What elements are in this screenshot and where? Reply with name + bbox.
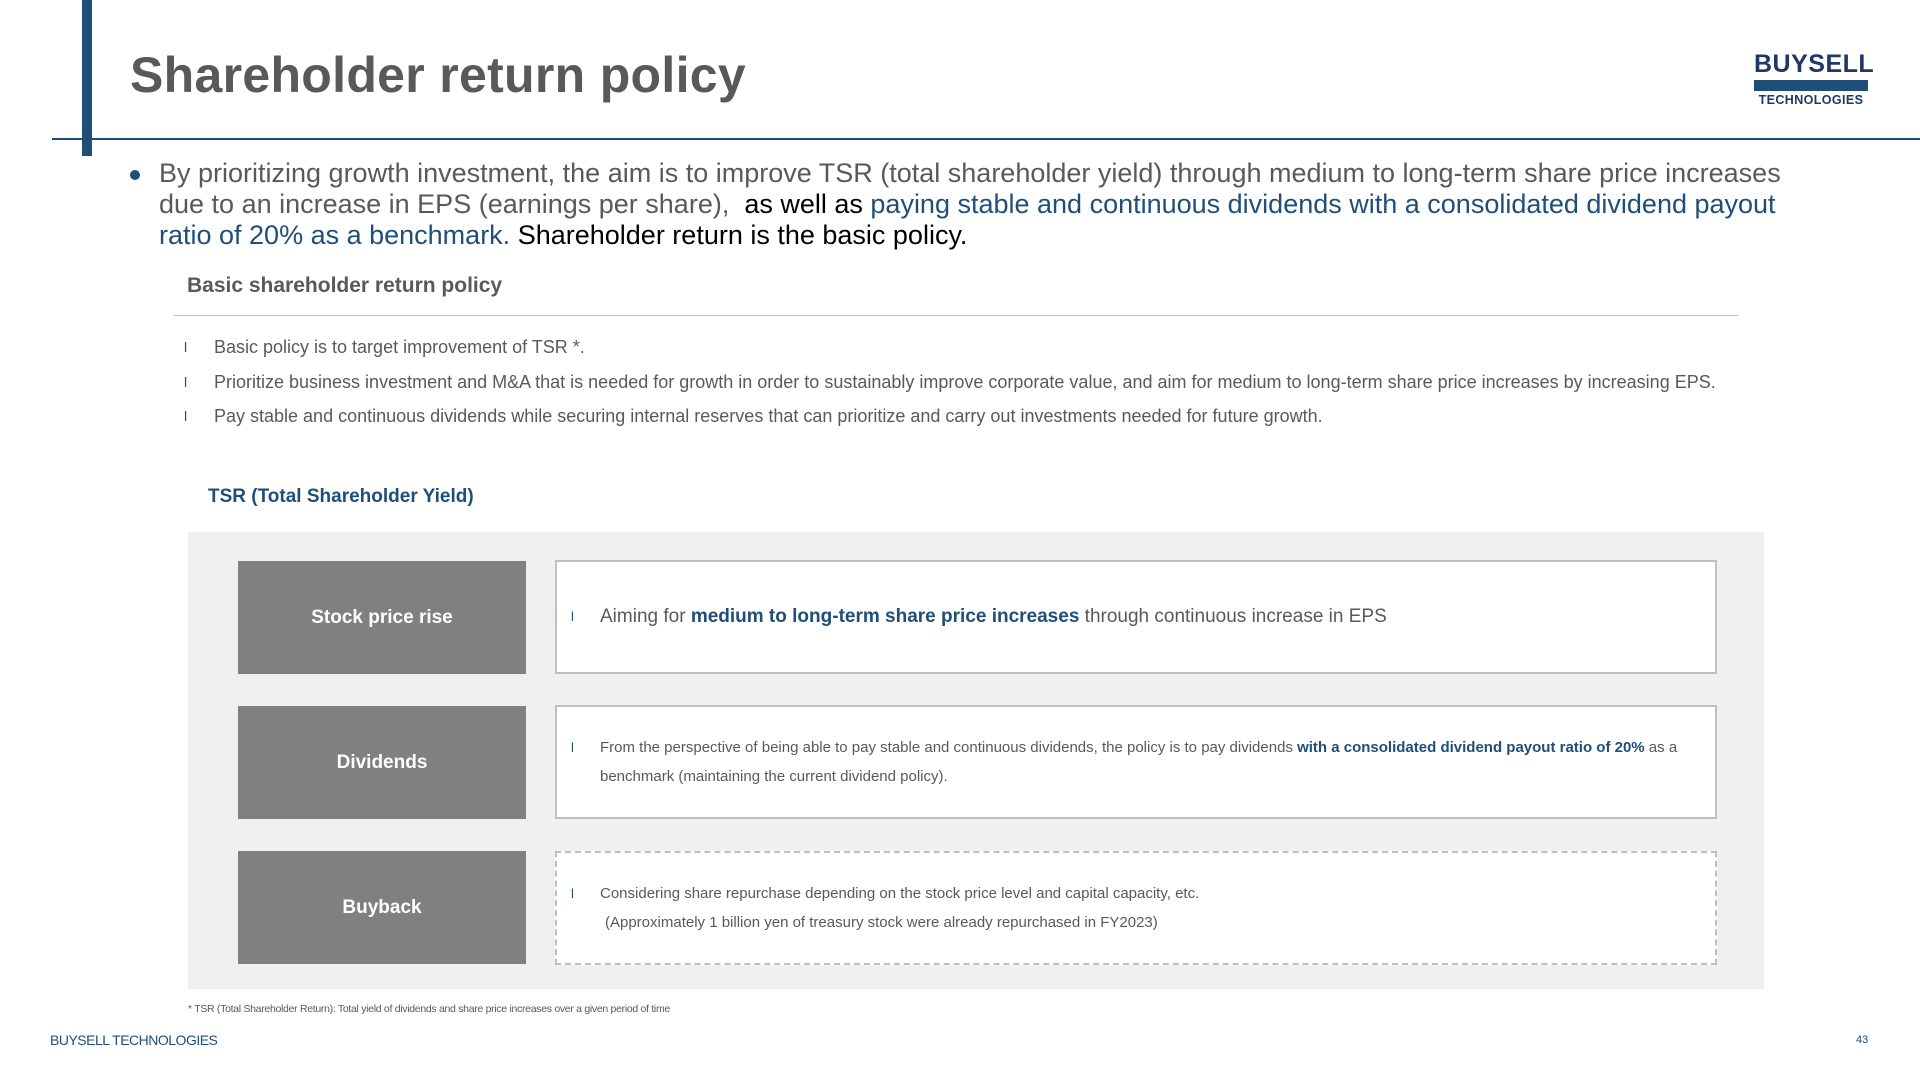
text-segment: as a benchmark (maintaining the current dividend policy).: [600, 739, 1678, 785]
buyback-box: [555, 851, 1717, 965]
list-marker: l: [184, 373, 188, 390]
company-logo: [1754, 50, 1875, 109]
bullet-icon: [130, 170, 140, 180]
lead-part-4: Shareholder return is the basic policy.: [517, 220, 968, 250]
list-marker: l: [571, 609, 574, 624]
dividends-label: Dividends: [238, 706, 526, 819]
stock-price-rise-box: [555, 560, 1717, 674]
dividends-box: [555, 705, 1717, 819]
lead-highlight: paying stable and continuous dividends with a consolidated dividend payout ratio of 20% as a benchmark.: [159, 189, 1776, 250]
buyback-line-2: (Approximately 1 billion yen of treasury stock were already repurchased in FY2023): [605, 914, 1158, 931]
text-segment: Aiming for: [600, 606, 691, 627]
list-marker: l: [571, 886, 574, 901]
dividends-text: [571, 733, 1691, 791]
title-accent-bar: [82, 0, 92, 156]
buyback-line-1: Considering share repurchase depending on the stock price level and capital capacity, etc.: [600, 885, 1200, 902]
list-item-text: Prioritize business investment and M&A that is needed for growth in order to sustainably improve corporate value, and aim for medium to long-term share price increases by increasing EPS.: [214, 371, 1716, 392]
list-marker: l: [184, 408, 188, 424]
basic-policy-heading: Basic shareholder return policy: [187, 274, 503, 297]
logo-bar: [1754, 80, 1868, 91]
list-item-text: Basic policy is to target improvement of TSR *.: [214, 337, 585, 357]
tsr-heading: TSR (Total Shareholder Yield): [208, 486, 474, 507]
lead-text: [159, 158, 1800, 251]
basic-policy-list: [184, 330, 1724, 434]
text-segment: through continuous increase in EPS: [1079, 606, 1387, 627]
text-segment: From the perspective of being able to pay stable and continuous dividends, the policy is to pay dividends: [600, 739, 1298, 756]
page-number: 43: [1856, 1034, 1869, 1046]
logo-subtitle: TECHNOLOGIES: [1758, 93, 1864, 107]
header-divider: [52, 138, 1920, 140]
text-highlight: medium to long-term share price increases: [690, 606, 1080, 627]
list-item: [184, 365, 1724, 400]
page-title: Shareholder return policy: [130, 47, 746, 103]
lead-part-1: By prioritizing growth investment, the aim is to improve TSR (total shareholder yield) through medium to long-term share price increases due to an increase in EPS (earnings per share),: [159, 158, 1781, 219]
stock-price-rise-label: Stock price rise: [238, 561, 526, 674]
footnote: * TSR (Total Shareholder Return): Total yield of dividends and share price increases over a given period of time: [188, 1003, 670, 1015]
stock-price-rise-text: [571, 603, 1691, 631]
list-marker: l: [184, 339, 188, 355]
list-marker: l: [571, 740, 574, 755]
list-item: [184, 330, 1724, 365]
lead-statement: [130, 158, 1800, 251]
list-item: [184, 399, 1724, 434]
logo-wordmark: BUYSELL: [1754, 50, 1875, 78]
buyback-label: Buyback: [238, 851, 526, 964]
footer-brand: BUYSELL TECHNOLOGIES: [50, 1032, 218, 1048]
list-item-text: Pay stable and continuous dividends while securing internal reserves that can prioritize and carry out investments needed for future growth.: [214, 406, 1323, 426]
section-divider: [174, 315, 1738, 316]
text-highlight: with a consolidated dividend payout ratio of 20%: [1297, 739, 1645, 756]
buyback-text: [571, 879, 1691, 937]
lead-part-2: as well as: [744, 189, 863, 219]
